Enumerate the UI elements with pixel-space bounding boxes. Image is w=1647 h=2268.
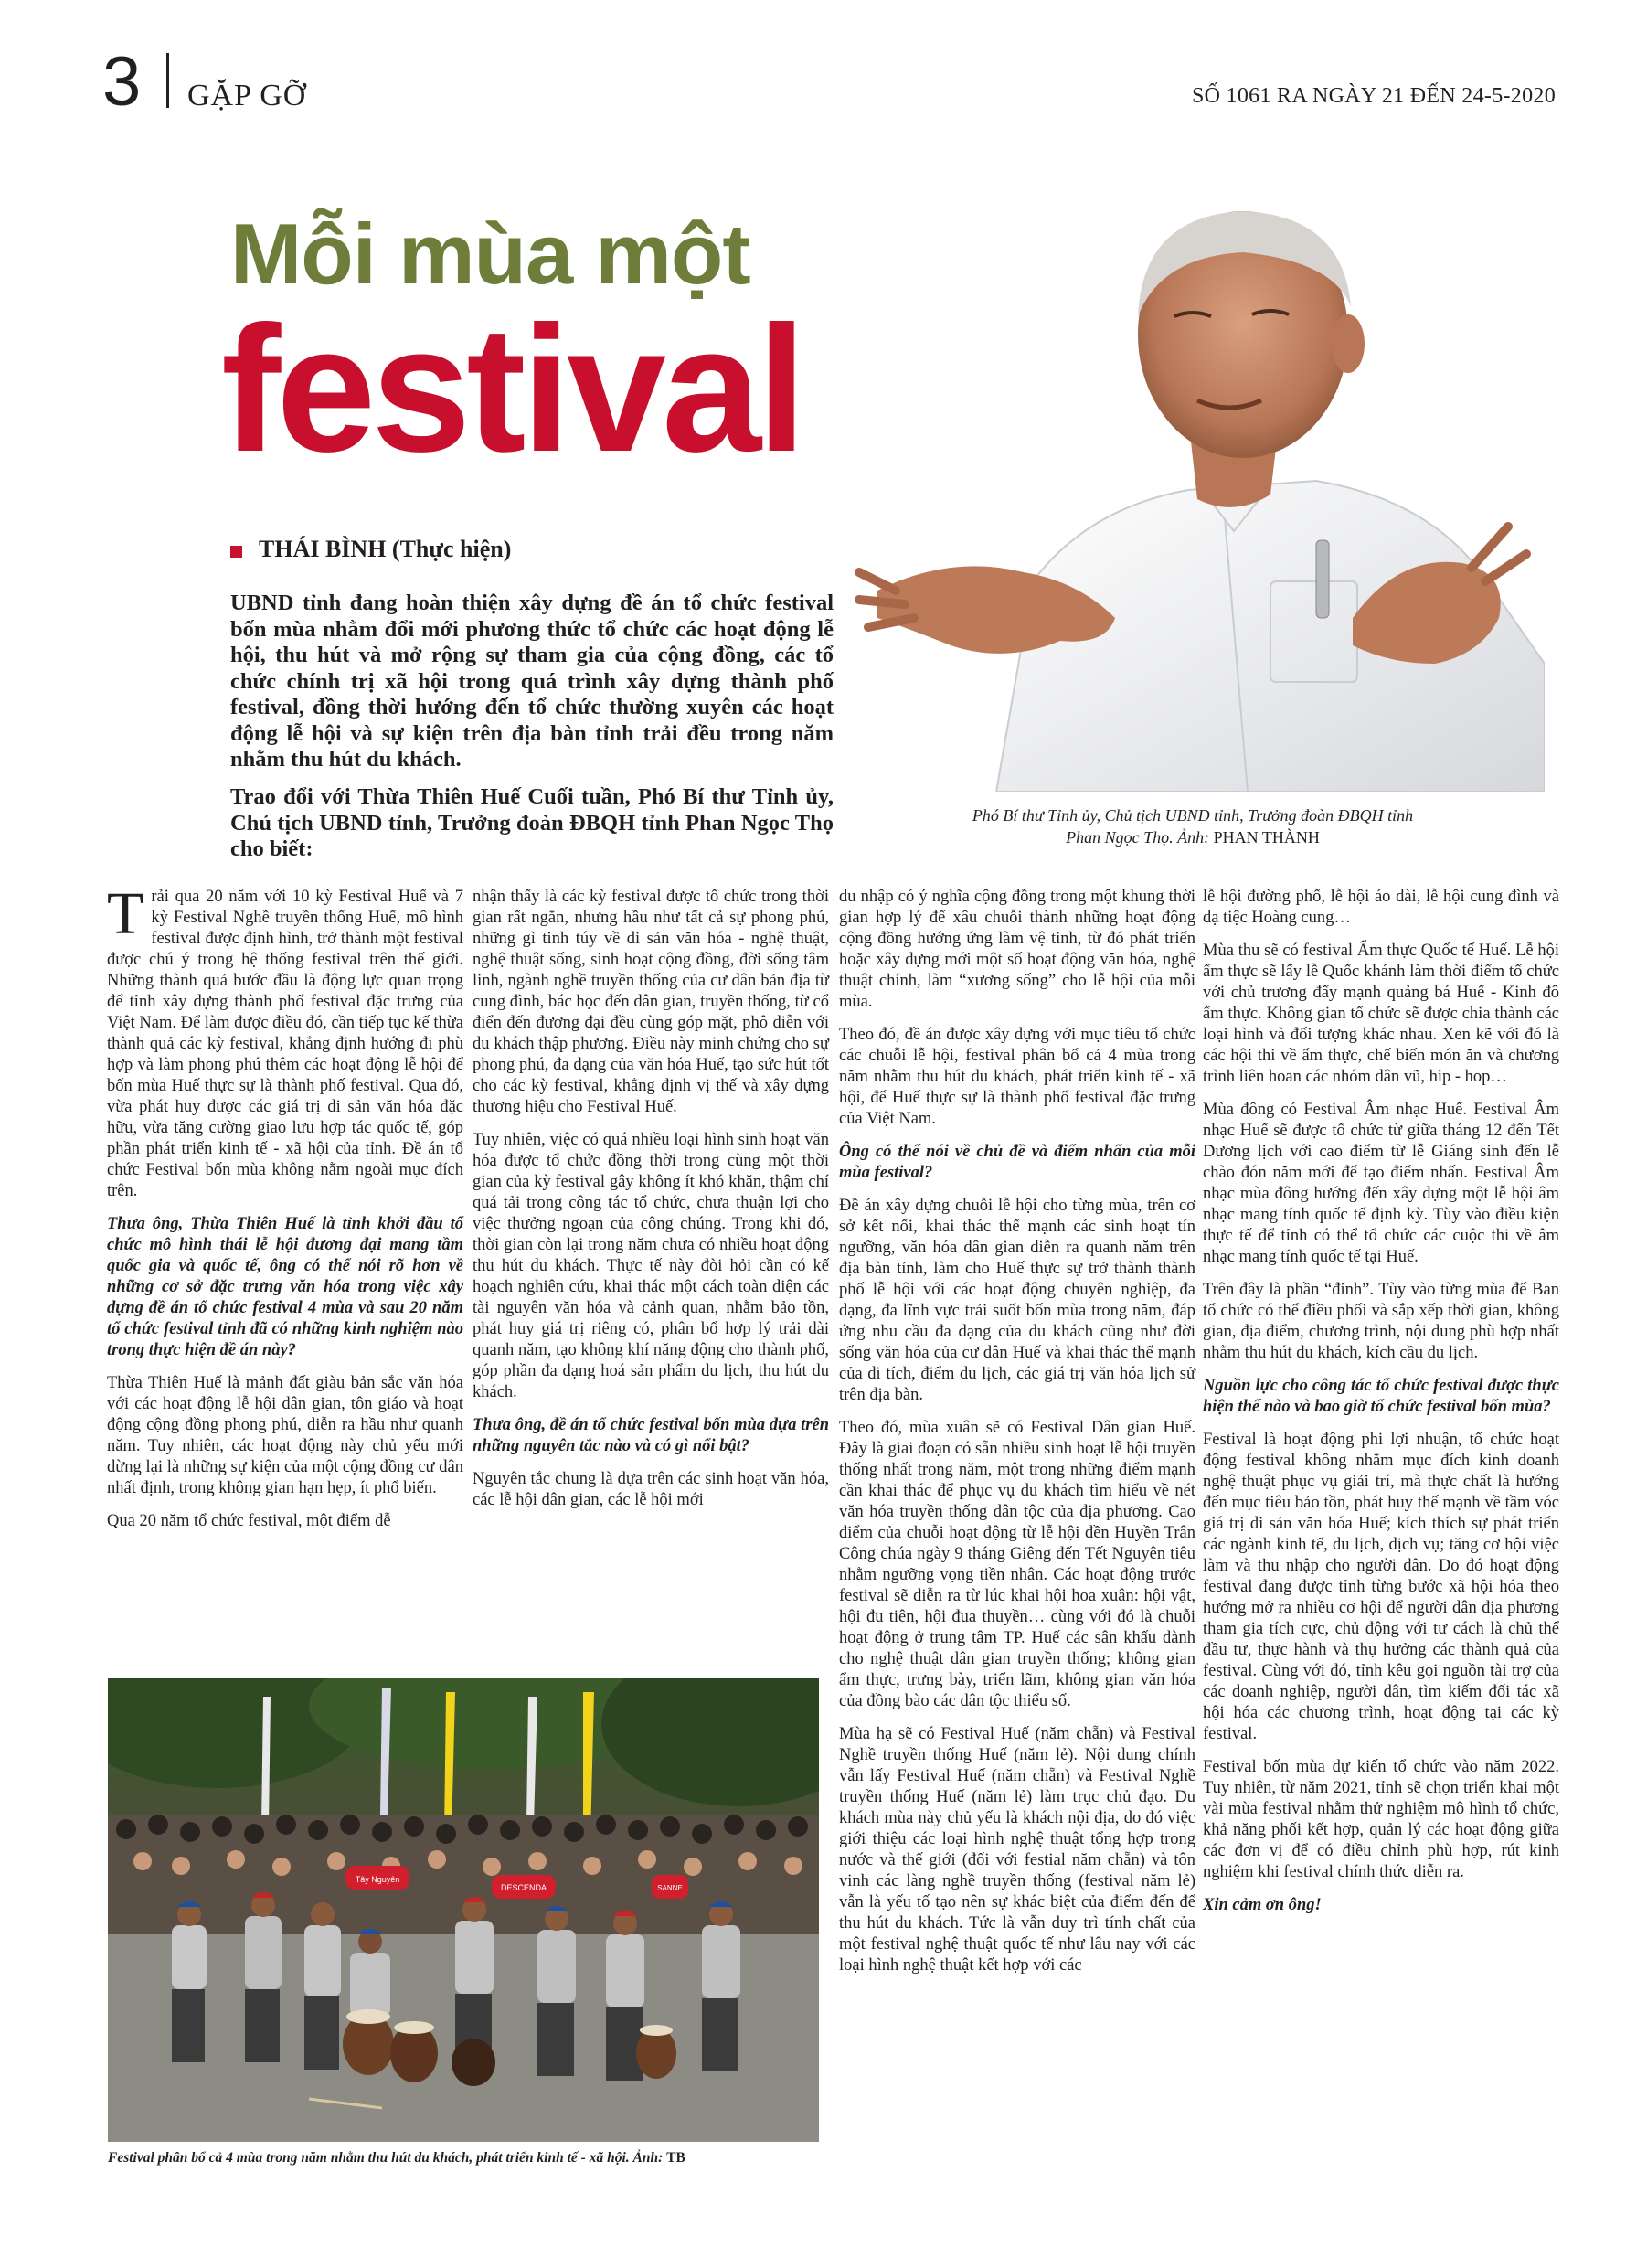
body-paragraph: Thừa Thiên Huế là mảnh đất giàu bản sắc văn hóa với các hoạt động lễ hội dân gian, tôn giáo và hoạt động cộng đồng phong phú, diễn ra hầu như quanh năm. Tuy nhiên, các hoạt động này chủ yếu mới dừng lại là những sự kiện của một cộng đồng cư dân nhất định, trong không gian hạn hẹp, ít phổ biến. bbox=[107, 1374, 463, 1497]
body-paragraph: nhận thấy là các kỳ festival được tổ chức trong thời gian rất ngắn, nhưng hầu như tất cả sự phong phú, những gì tinh túy về di sản văn hóa - nghệ thuật, nghệ thuật sống, sinh hoạt cộng đồng, đời sống tâm linh, ngành nghề truyền thống của cư dân bản địa từ cung đình, bác học đến dân gian, truyền thống, từ cổ điển đến đương đại đều cùng góp mặt, phô diễn với du khách thập phương. Điều này minh chứng cho sự phong phú, đa dạng của văn hóa Huế, tạo sức hút tốt cho các kỳ festival, khẳng định vị thế và xây dựng thương hiệu cho Festival Huế. bbox=[473, 888, 829, 1116]
portrait-credit: PHAN THÀNH bbox=[1213, 828, 1320, 847]
lead-intro: Trao đổi với Thừa Thiên Huế Cuối tuần, Phó Bí thư Tỉnh ủy, Chủ tịch UBND tỉnh, Trưởng đoàn ĐBQH tỉnh Phan Ngọc Thọ cho biết: bbox=[230, 784, 834, 861]
photo-caption bbox=[108, 2148, 819, 2168]
interview-question: Thưa ông, Thừa Thiên Huế là tỉnh khởi đầu tổ chức mô hình thái lễ hội đương đại mang tầm quốc gia và quốc tế, ông có thể nói rõ hơn về những cơ sở đặc trưng văn hóa trong việc xây dựng đề án tổ chức festival 4 mùa và sau 20 năm tổ chức festival tỉnh đã có những kinh nghiệm nào trong thực hiện đề án này? bbox=[107, 1215, 463, 1359]
body-column-3 bbox=[839, 887, 1195, 1988]
festival-photo bbox=[108, 1678, 819, 2142]
lead-paragraph: UBND tỉnh đang hoàn thiện xây dựng đề án tổ chức festival bốn mùa nhằm đổi mới phương thức tổ chức các hoạt động lễ hội, thu hút và mở rộng sự tham gia của cộng đồng, các tổ chức chính trị xã hội trong quá trình xây dựng thành phố festival, đồng thời hướng đến tổ chức thường xuyên các hoạt động lễ hội và sự kiện trên địa bàn tỉnh trải đều trong năm nhằm thu hút du khách. bbox=[230, 591, 834, 772]
body-paragraph: Trên đây là phần “đinh”. Tùy vào từng mùa để Ban tổ chức có thể điều phối và sắp xếp thời gian, không gian, địa điểm, chương trình, nội dung phù hợp nhất nhằm thu hút du khách, kích cầu du lịch. bbox=[1203, 1281, 1559, 1362]
body-column-1 bbox=[107, 880, 463, 1544]
issue-info: SỐ 1061 RA NGÀY 21 ĐẾN 24-5-2020 bbox=[1191, 84, 1556, 108]
body-paragraph: Mùa hạ sẽ có Festival Huế (năm chẵn) và Festival Nghề truyền thống Huế (năm lẻ). Nội dung chính vẫn lấy Festival Huế (năm chẵn) và Festival Nghề truyền thống Huế (năm lẻ) làm trục chủ đạo. Du khách mùa này chủ yếu là khách nội địa, do đó việc giới thiệu các loại hình nghệ thuật tổng hợp trong nước và thế giới (đối với festial năm chẵn) và tôn vinh các làng nghề truyền thống (festival năm lẻ) vẫn là yếu tố tạo nên sự khác biệt của điểm đến để thu hút du khách. Tức là vẫn duy trì tính chất của một festival nghệ thuật quốc tế như lâu nay với các loại hình nghệ thuật kết hợp với các bbox=[839, 1725, 1195, 1975]
body-text: rải qua 20 năm với 10 kỳ Festival Huế và 7 kỳ Festival Nghề truyền thống Huế, mô hình festival được định hình, trở thành một festival được chú ý trong hệ thống festival trên thế giới. Những thành quả bước đầu là động lực quan trọng để tỉnh xây dựng thành phố festival đặc trưng của Việt Nam. Để làm được điều đó, cần tiếp tục kế thừa thành quả các kỳ festival, khẳng định hướng đi phù hợp và làm phong phú thêm các hoạt động lễ hội để bốn mùa Huế thực sự là thành phố festival. Qua đó, vừa phát huy được các giá trị di sản văn hóa đặc hữu, vừa tăng cường giao lưu hợp tác quốc tế, góp phần phát triển kinh tế - xã hội của tỉnh. Đề án tổ chức Festival bốn mùa không nằm ngoài mục đích trên. bbox=[107, 888, 463, 1200]
sign-text-2: DESCENDA bbox=[500, 1883, 547, 1892]
body-paragraph: Tuy nhiên, việc có quá nhiều loại hình sinh hoạt văn hóa được tổ chức đồng thời trong cùng một thời gian của kỳ festival gây không ít khó khăn, thậm chí quá tải trong công tác tổ chức, chưa thuận lợi cho việc thưởng ngoạn của công chúng. Trong khi đó, thời gian còn lại trong năm chưa có nhiều hoạt động thu hút du khách. Thực tế này đòi hỏi cần có kế hoạch nghiên cứu, khai thác một cách toàn diện các tài nguyên văn hóa và cảnh quan, nhằm bảo tồn, phát huy giá trị riêng có, phân bổ hợp lý trải dài quanh năm, tạo không khí năng động cho thành phố, góp phần đa dạng hoá sản phẩm du lịch, thu hút du khách. bbox=[473, 1131, 829, 1401]
header-divider bbox=[166, 53, 169, 108]
photo-caption-text: Festival phân bổ cả 4 mùa trong năm nhằm thu hút du khách, phát triển kinh tế - xã hội. Ảnh: bbox=[108, 2150, 664, 2166]
interview-question: Thưa ông, đề án tổ chức festival bốn mùa dựa trên những nguyên tắc nào và có gì nổi bật? bbox=[473, 1416, 829, 1455]
body-paragraph: Festival là hoạt động phi lợi nhuận, tổ chức hoạt động festival không nhằm mục đích kinh doanh nghệ thuật phục vụ giải trí, mà thực chất là hướng đến mục tiêu bảo tồn, phát huy thế mạnh về tầm vóc giá trị di sản văn hóa Huế; kích thích sự phát triển các ngành kinh tế, du lịch, dịch vụ; tăng cơ hội việc làm và thu nhập cho người dân. Do đó hoạt động festival đang được tỉnh từng bước xã hội hóa theo hướng mở ra nhiều cơ hội để người dân địa phương tham gia tích cực, chủ động với tư cách là chủ thể đầu tư, thực hành và thụ hưởng các thành quả của festival. Cùng với đó, tỉnh kêu gọi nguồn tài trợ của các doanh nghiệp, người dân, tìm kiếm đối tác xã hội hóa các chương trình, hoạt động tại các kỳ festival. bbox=[1203, 1431, 1559, 1743]
photo-credit: TB bbox=[666, 2150, 685, 2166]
body-paragraph: Qua 20 năm tổ chức festival, một điểm dễ bbox=[107, 1512, 391, 1530]
section-label: GẶP GỠ bbox=[187, 79, 307, 112]
portrait-illustration bbox=[841, 188, 1545, 792]
festival-illustration bbox=[108, 1678, 819, 2142]
portrait-caption-line-1: Phó Bí thư Tỉnh ủy, Chủ tịch UBND tỉnh, Trưởng đoàn ĐBQH tỉnh bbox=[972, 806, 1414, 825]
interview-question: Nguồn lực cho công tác tổ chức festival được thực hiện thế nào và bao giờ tổ chức festival bốn mùa? bbox=[1203, 1377, 1559, 1416]
portrait-photo bbox=[841, 188, 1545, 792]
portrait-caption-text: Phan Ngọc Thọ. Ảnh: bbox=[1066, 828, 1210, 847]
body-paragraph: Festival bốn mùa dự kiến tổ chức vào năm 2022. Tuy nhiên, từ năm 2021, tỉnh sẽ chọn triển khai một vài mùa festival nhằm thử nghiệm mô hình tổ chức, khả năng phối kết hợp, quản lý các hoạt động giữa các đơn vị để có điều chỉnh phù hợp, rút kinh nghiệm khi festival chính thức diễn ra. bbox=[1203, 1758, 1559, 1881]
byline-bullet-icon bbox=[230, 546, 242, 558]
headline-line-2: festival bbox=[221, 289, 802, 489]
drop-cap: T bbox=[107, 880, 144, 947]
headline-line-1: Mỗi mùa một bbox=[230, 206, 750, 302]
sign-text-3: SANNE bbox=[657, 1884, 683, 1892]
portrait-caption bbox=[841, 804, 1545, 848]
body-column-2 bbox=[473, 887, 829, 1523]
byline-text: THÁI BÌNH (Thực hiện) bbox=[259, 536, 512, 562]
byline bbox=[230, 536, 511, 563]
body-paragraph: Theo đó, đề án được xây dựng với mục tiêu tổ chức các chuỗi lễ hội, festival phân bổ cả 4 mùa trong năm nhằm thu hút du khách, phát triển kinh tế - xã hội, để Huế thực sự là thành phố festival đặc trưng của Việt Nam. bbox=[839, 1026, 1195, 1128]
portrait-caption-line-2 bbox=[841, 826, 1545, 848]
interview-question: Ông có thể nói về chủ đề và điểm nhấn của mỗi mùa festival? bbox=[839, 1143, 1195, 1182]
page-number: 3 bbox=[102, 43, 142, 121]
body-paragraph bbox=[107, 880, 463, 1202]
body-paragraph: lễ hội đường phố, lễ hội áo dài, lễ hội cung đình và dạ tiệc Hoàng cung… bbox=[1203, 888, 1559, 927]
body-column-4 bbox=[1203, 887, 1559, 1928]
sign-text-1: Tây Nguyên bbox=[355, 1875, 400, 1884]
closing-line: Xin cảm ơn ông! bbox=[1203, 1896, 1322, 1914]
body-paragraph: Nguyên tắc chung là dựa trên các sinh hoạt văn hóa, các lễ hội dân gian, các lễ hội mới bbox=[473, 1470, 829, 1509]
body-paragraph: Mùa thu sẽ có festival Ẩm thực Quốc tế Huế. Lễ hội ẩm thực sẽ lấy lễ Quốc khánh làm thời điểm tổ chức với chủ trương đẩy mạnh quảng bá Huế - Kinh đô ẩm thực. Không gian tổ chức sẽ được chia thành các loại hình và đối tượng khác nhau. Xen kẽ với đó là các hội thi về ẩm thực, chế biến món ăn và chương trình liên hoan các nhóm dân vũ, hip - hop… bbox=[1203, 942, 1559, 1086]
body-paragraph: Theo đó, mùa xuân sẽ có Festival Dân gian Huế. Đây là giai đoạn có sẵn nhiều sinh hoạt lễ hội truyền thống nhất trong năm, một trong những điểm mạnh cần khai thác để phục vụ du khách tìm hiểu về nét văn hóa truyền thống dân tộc của địa phương. Cao điểm của chuỗi hoạt động từ lễ hội đền Huyền Trân Công chúa ngày 9 tháng Giêng đến Tết Nguyên tiêu nhằm ngưỡng vọng tiền nhân. Các hoạt động trước festival sẽ diễn ra từ lúc khai hội hoa xuân: hội vật, hội đu tiên, hội đua thuyền… cùng với đó là chuỗi hoạt động ở trung tâm TP. Huế các sân khấu dành cho nghệ thuật dân gian truyền thống; không gian ẩm thực, trưng bày, triển lãm, không gian văn hóa của đồng bào các dân tộc thiểu số. bbox=[839, 1419, 1195, 1710]
body-paragraph: Đề án xây dựng chuỗi lễ hội cho từng mùa, trên cơ sở kết nối, khai thác thế mạnh các sinh hoạt tín ngưỡng, văn hóa dân gian diễn ra quanh năm trên địa bàn tỉnh, làm cho Huế thực sự trở thành thành phố lễ hội với các hoạt động chuyên nghiệp, đa dạng, đa lĩnh vực trải suốt bốn mùa trong năm, đáp ứng nhu cầu đa dạng của du khách cũng như đời sống văn hóa của cư dân Huế và khai thác thế mạnh của di tích, điểm du lịch, các giá trị văn hóa lịch sử trên địa bàn. bbox=[839, 1197, 1195, 1404]
body-paragraph: du nhập có ý nghĩa cộng đồng trong một khung thời gian hợp lý để xâu chuỗi thành những hoạt động cộng đồng hướng ứng làm vệ tinh, từ đó phát triển hoặc xây dựng mới một số hoạt động văn hóa, nghệ thuật chính, làm “xương sống” cho lễ hội của mỗi mùa. bbox=[839, 888, 1195, 1011]
body-paragraph: Mùa đông có Festival Âm nhạc Huế. Festival Âm nhạc Huế sẽ được tổ chức từ giữa tháng 12 đến Tết Dương lịch với cao điểm từ lễ Giáng sinh đến lễ chào đón năm mới để tạo điểm nhấn. Festival Âm nhạc mùa đông hướng đến xây dựng một lễ hội âm nhạc mang tính quốc tế định kỳ. Tùy vào điều kiện thực tế để tỉnh có thể tổ chức các cuộc thi về âm nhạc mang tính quốc tế tại Huế. bbox=[1203, 1101, 1559, 1266]
